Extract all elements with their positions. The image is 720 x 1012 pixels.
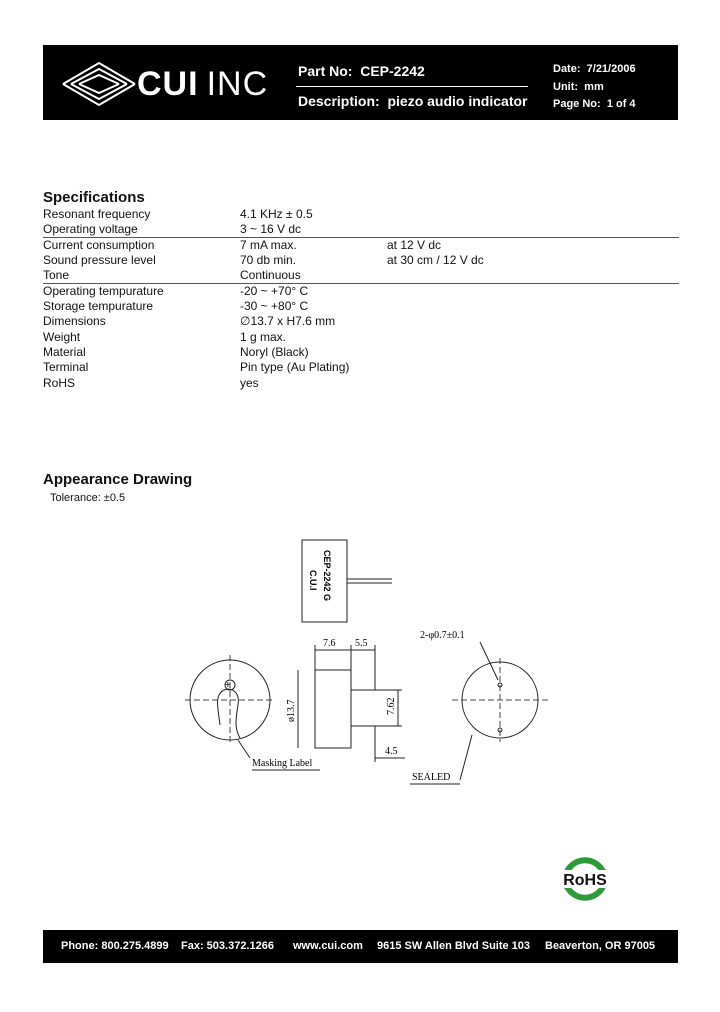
dim-762: 7.62 [386, 697, 397, 715]
dim-55: 5.5 [355, 638, 368, 649]
logo-inc: INC [206, 65, 269, 103]
spec-label: Operating tempurature [43, 284, 164, 298]
spec-label: Operating voltage [43, 222, 138, 236]
spec-label: Weight [43, 330, 81, 344]
spec-value: Noryl (Black) [240, 345, 309, 359]
spec-value: 3 ~ 16 V dc [240, 222, 302, 236]
spec-value: Pin type (Au Plating) [240, 360, 350, 374]
tolerance-text: Tolerance: ±0.5 [50, 492, 126, 504]
header-divider [296, 86, 528, 87]
specifications-title: Specifications [43, 189, 145, 206]
part-number: Part No: CEP-2242 [298, 63, 425, 79]
spec-note: at 30 cm / 12 V dc [387, 253, 484, 267]
cui-logo-icon [61, 59, 141, 109]
spec-label: Terminal [43, 360, 89, 374]
dim-137: ø13.7 [286, 699, 297, 722]
spec-label: Resonant frequency [43, 207, 151, 221]
spec-value: yes [240, 376, 259, 390]
spec-row [43, 314, 679, 329]
footer-fax: Fax: 503.372.1266 [181, 940, 274, 952]
sealed-text: SEALED [412, 772, 451, 783]
pin-spec: 2-φ0.7±0.1 [420, 630, 465, 641]
sealed-leader [460, 735, 472, 780]
label-text-1: CEP-2242 G [322, 550, 332, 602]
spec-row [43, 268, 679, 283]
spec-value: Continuous [240, 268, 301, 282]
spec-row [43, 222, 679, 237]
spec-value: 1 g max. [240, 330, 287, 344]
side-view-body [315, 670, 351, 748]
page-field: Page No: 1 of 4 [553, 98, 636, 110]
pin-spec-leader [480, 642, 498, 680]
spec-row [43, 253, 679, 268]
spec-value: 7 mA max. [240, 238, 297, 252]
document-header [43, 45, 678, 120]
masking-label-shape [218, 689, 241, 738]
footer-web[interactable]: www.cui.com [293, 940, 363, 952]
spec-row [43, 299, 679, 314]
document-footer [43, 930, 678, 963]
spec-row [43, 345, 679, 360]
spec-label: Storage tempurature [43, 299, 154, 313]
spec-label: RoHS [43, 376, 76, 390]
logo-cui: CUI [137, 65, 199, 103]
dim-45: 4.5 [385, 746, 398, 757]
spec-value: 70 db min. [240, 253, 297, 267]
footer-phone: Phone: 800.275.4899 [61, 940, 169, 952]
appearance-title: Appearance Drawing [43, 471, 193, 488]
spec-row [43, 360, 679, 375]
appearance-drawing [180, 530, 560, 800]
masking-label-leader [238, 740, 250, 758]
footer-city: Beaverton, OR 97005 [545, 940, 656, 952]
footer-address: 9615 SW Allen Blvd Suite 103 [377, 940, 531, 952]
spec-label: Material [43, 345, 86, 359]
rohs-badge [556, 852, 614, 904]
spec-row [43, 330, 679, 345]
spec-divider-2 [43, 283, 679, 284]
rohs-text: RoHS [563, 872, 607, 889]
spec-row [43, 207, 679, 222]
spec-label: Sound pressure level [43, 253, 156, 267]
spec-value: ∅13.7 x H7.6 mm [240, 314, 336, 328]
unit-field: Unit: mm [553, 81, 604, 93]
masking-label-text: Masking Label [252, 758, 313, 769]
spec-value: 4.1 KHz ± 0.5 [240, 207, 313, 221]
spec-value: -20 ~ +70° C [240, 284, 309, 298]
description: Description: piezo audio indicator [298, 93, 528, 109]
cui-logo [61, 59, 269, 109]
spec-label: Tone [43, 268, 70, 282]
label-text-2: C.U.I [308, 570, 318, 591]
spec-divider-1 [43, 237, 679, 238]
dim-76: 7.6 [323, 638, 336, 649]
spec-row [43, 284, 679, 299]
spec-label: Current consumption [43, 238, 155, 252]
spec-label: Dimensions [43, 314, 106, 328]
spec-row [43, 238, 679, 253]
date-field: Date: 7/21/2006 [553, 63, 636, 75]
svg-text:+: + [225, 680, 231, 691]
spec-row [43, 376, 679, 391]
spec-value: -30 ~ +80° C [240, 299, 309, 313]
spec-note: at 12 V dc [387, 238, 442, 252]
